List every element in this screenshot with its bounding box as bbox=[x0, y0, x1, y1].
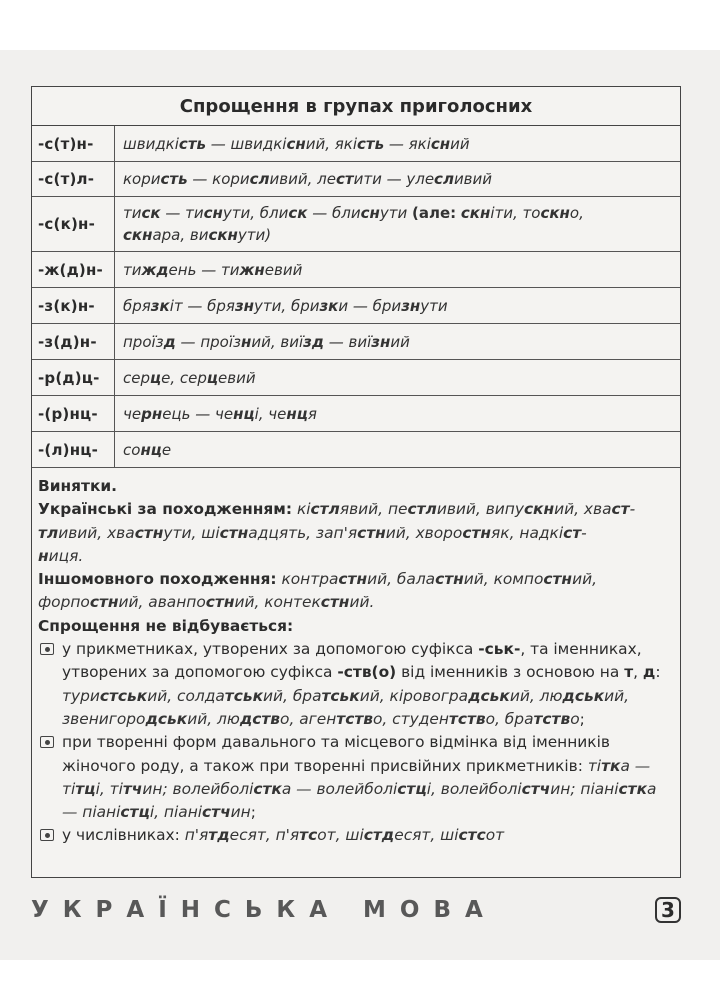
combo-cell: -з(к)н- bbox=[32, 288, 115, 324]
examples-cell: сонце bbox=[115, 432, 681, 468]
page-top-margin bbox=[0, 0, 720, 50]
table-row bbox=[32, 126, 680, 162]
bullet-marker-icon bbox=[40, 829, 54, 841]
foreign-origin-line: Іншомовного походження: контрастний, баластний, компостний, форпостний, аванпостний, контекстний. bbox=[38, 570, 597, 612]
page-footer bbox=[31, 895, 681, 925]
no-simplification-heading: Спрощення не відбувається: bbox=[38, 616, 294, 635]
bullet-item bbox=[38, 638, 672, 731]
table-title: Спрощення в групах приголосних bbox=[32, 87, 680, 126]
combo-cell: -с(к)н- bbox=[32, 197, 115, 252]
ukr-origin-line: Українські за походженням: кістлявий, пестливий, випускний, хваст- тливий, хвастнути, шістнадцять, зап'ястний, хворостняк, надкіст- ниця. bbox=[38, 500, 636, 565]
table-row bbox=[32, 162, 680, 197]
page-number: 3 bbox=[655, 897, 681, 923]
table-row bbox=[32, 288, 680, 324]
examples-cell: брязкіт — брязнути, бризки — бризнути bbox=[115, 288, 681, 324]
combo-cell: -з(д)н- bbox=[32, 324, 115, 360]
ukr-origin-label: Українські за походженням: bbox=[38, 500, 293, 519]
table-row bbox=[32, 396, 680, 432]
examples-cell: серце, серцевий bbox=[115, 360, 681, 396]
bullet-text: при творенні форм давального та місцевого відмінка від іменників жіночого роду, а також при творенні присвійних прикметників: тітка — тітці, тітчин; волейболістка — волейболістці, волейболістчин; піаністка — піаністці, піаністчин; bbox=[62, 733, 657, 822]
bullet-text: у прикметниках, утворених за допомогою суфікса -ськ-, та іменниках, утворених за допомогою суфікса -ств(о) від іменників з основою на т, д: туристський, солдатський, братський, кіровоградський, людський, звенигородський, людство, агентство, студентство, братство; bbox=[62, 640, 661, 728]
bullet-item bbox=[38, 824, 672, 847]
combo-cell: -с(т)л- bbox=[32, 162, 115, 197]
bullet-item bbox=[38, 731, 672, 824]
foreign-origin-label: Іншомовного походження: bbox=[38, 570, 277, 589]
exceptions-heading: Винятки. bbox=[38, 477, 118, 495]
examples-cell: тиск — тиснути, блиск — блиснути (але: скніти, тоскно, скнара, вискнути) bbox=[115, 197, 681, 252]
bullet-text: у числівниках: п'ятдесят, п'ятсот, шістдесят, шістсот bbox=[62, 826, 505, 845]
combo-cell: -ж(д)н- bbox=[32, 252, 115, 288]
bullet-marker-icon bbox=[40, 643, 54, 655]
combo-cell: -р(д)ц- bbox=[32, 360, 115, 396]
table-row bbox=[32, 324, 680, 360]
examples-cell: чернець — ченці, ченця bbox=[115, 396, 681, 432]
table-row bbox=[32, 360, 680, 396]
combo-cell: -(л)нц- bbox=[32, 432, 115, 468]
table-row bbox=[32, 432, 680, 468]
subject-title: УКРАЇНСЬКА МОВА bbox=[31, 897, 497, 923]
examples-cell: користь — корисливий, лестити — улесливий bbox=[115, 162, 681, 197]
table-row bbox=[32, 252, 680, 288]
exceptions-block bbox=[32, 468, 680, 848]
examples-cell: проїзд — проїзний, виїзд — виїзний bbox=[115, 324, 681, 360]
consonant-groups-table bbox=[32, 126, 680, 468]
combo-cell: -с(т)н- bbox=[32, 126, 115, 162]
page-bottom-margin bbox=[0, 960, 720, 1000]
combo-cell: -(р)нц- bbox=[32, 396, 115, 432]
examples-cell: тиждень — тижневий bbox=[115, 252, 681, 288]
table-row bbox=[32, 197, 680, 252]
rules-table-frame bbox=[31, 86, 681, 878]
examples-cell: швидкість — швидкісний, якість — якісний bbox=[115, 126, 681, 162]
bullet-marker-icon bbox=[40, 736, 54, 748]
